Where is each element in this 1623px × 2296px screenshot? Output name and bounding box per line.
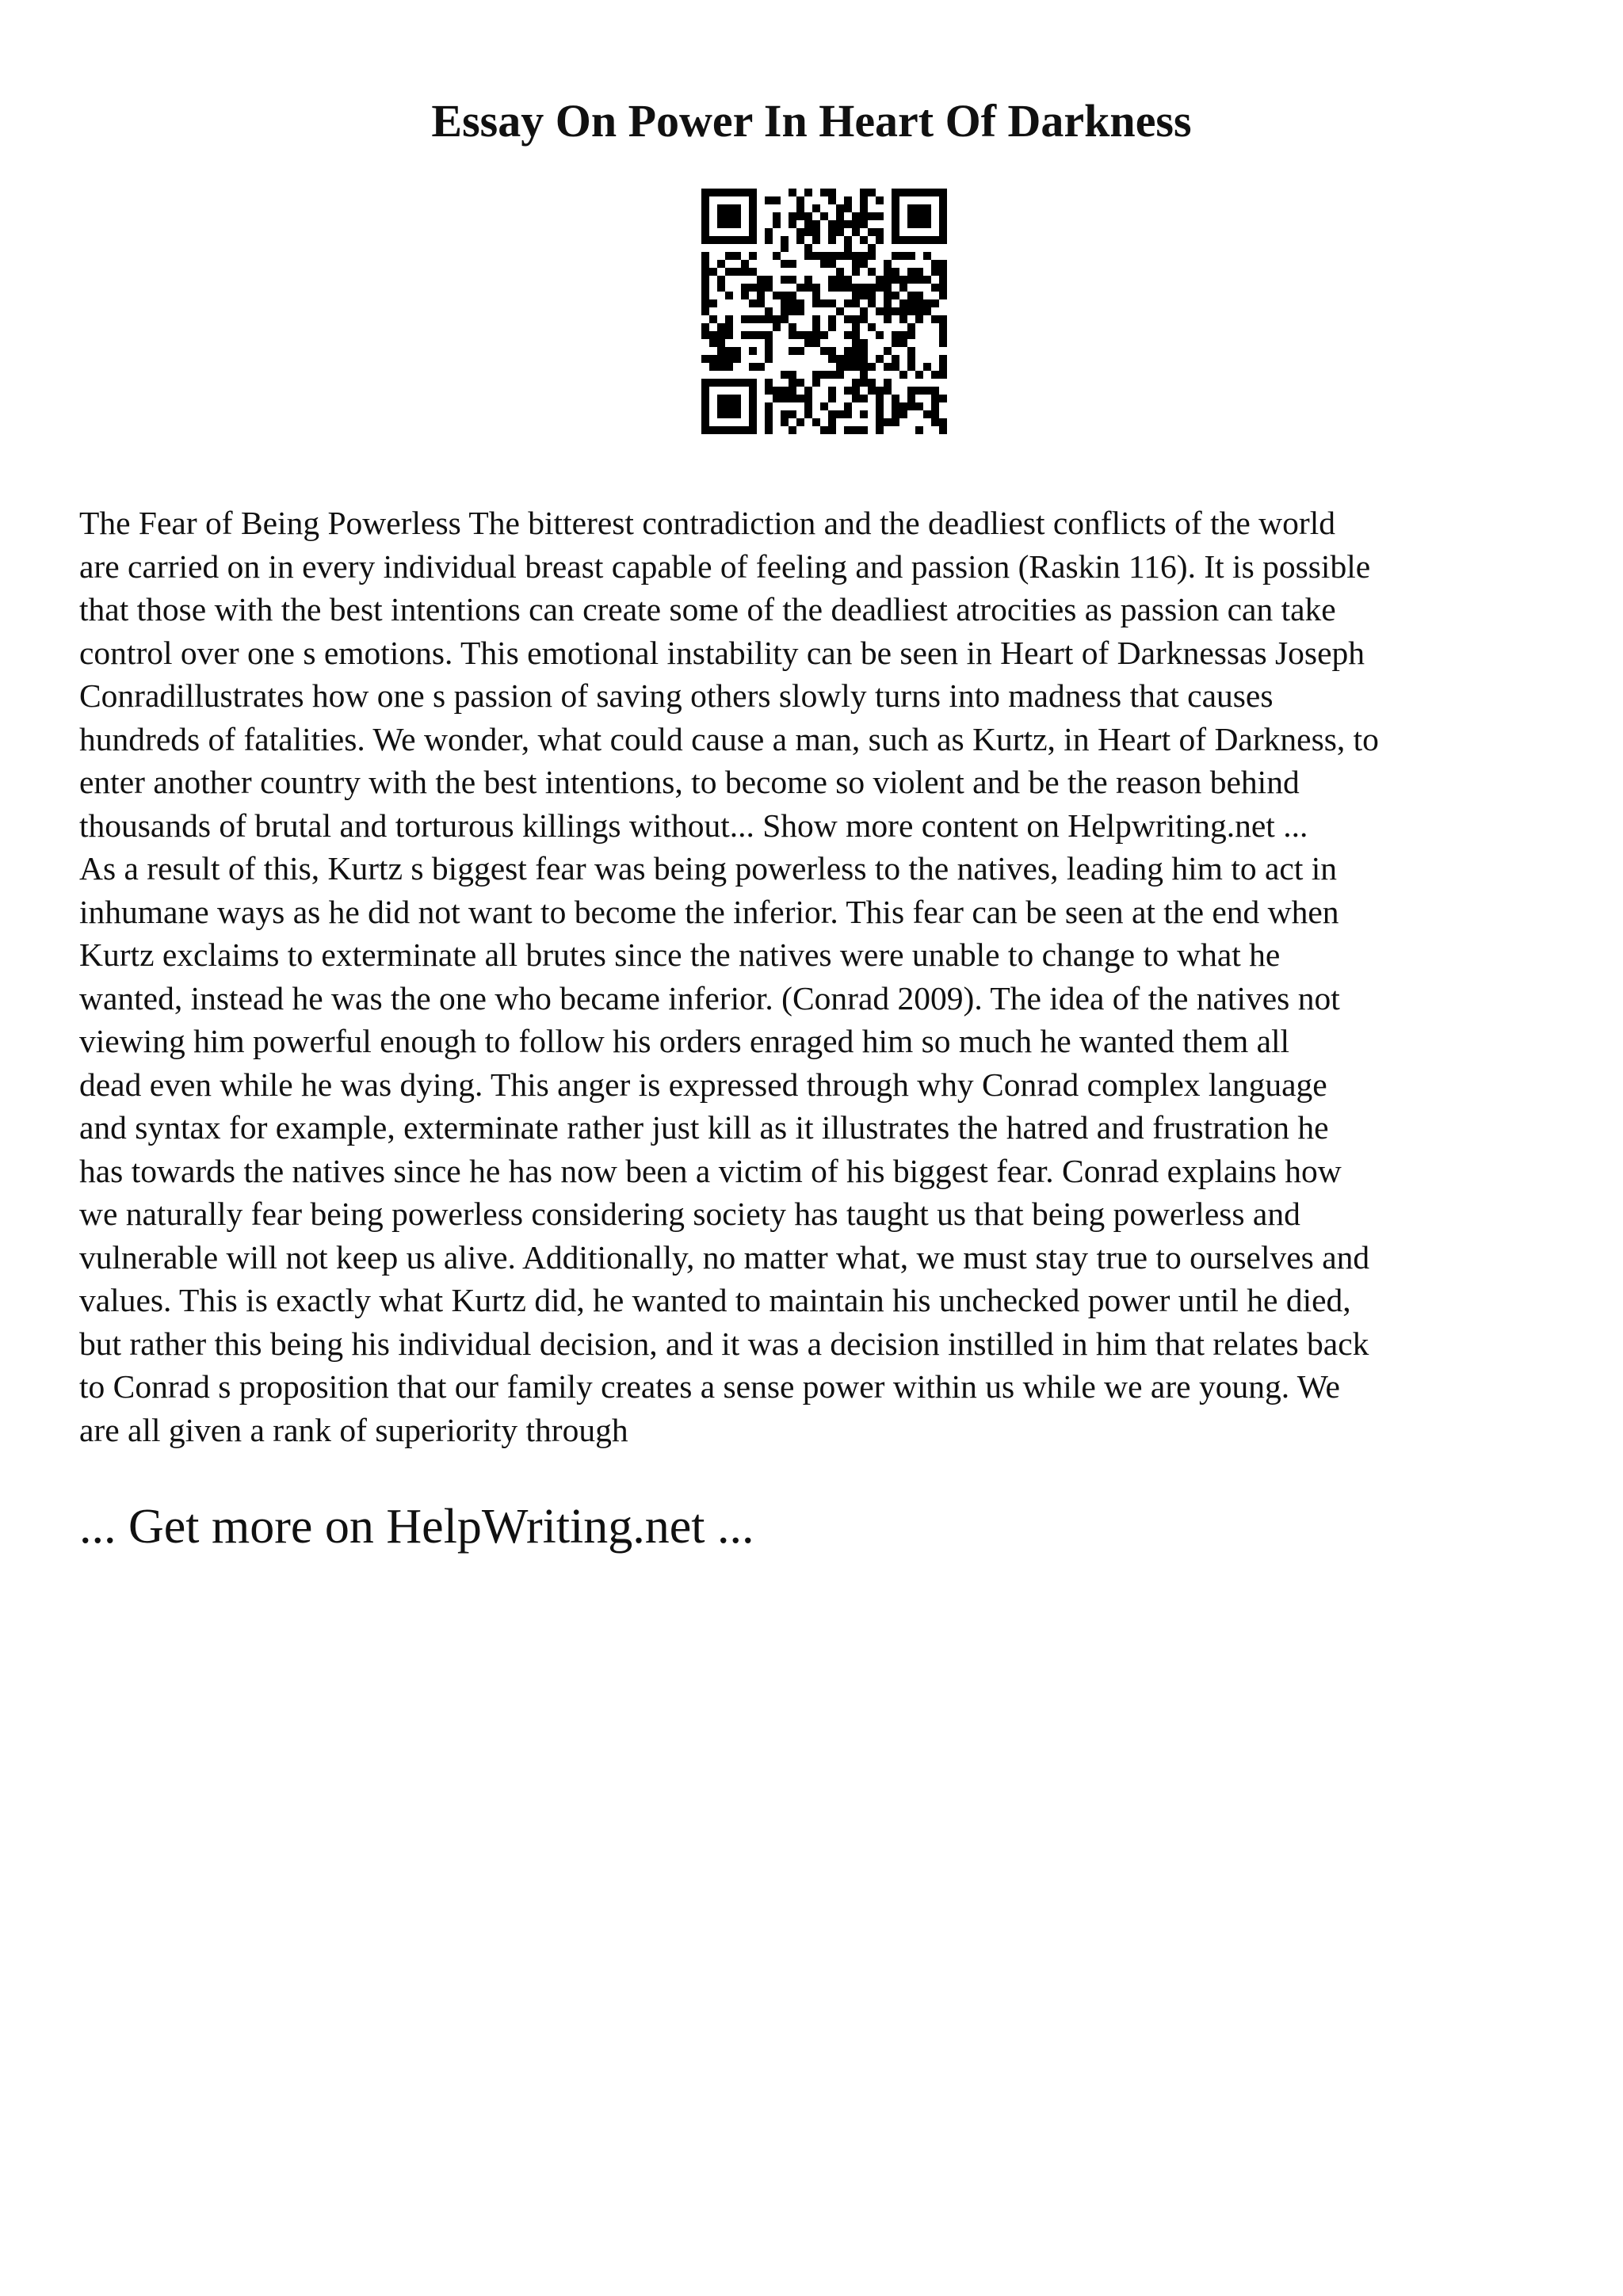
body-line: Kurtz exclaims to exterminate all brutes since the natives were unable to change to what he: [79, 936, 1281, 973]
body-line: are all given a rank of superiority through: [79, 1411, 628, 1448]
body-line: we naturally fear being powerless considering society has taught us that being powerless and: [79, 1196, 1300, 1232]
body-line: to Conrad s proposition that our family creates a sense power within us while we are young. We: [79, 1368, 1340, 1405]
get-more-link[interactable]: ... Get more on HelpWriting.net ...: [79, 1500, 754, 1554]
body-line: hundreds of fatalities. We wonder, what could cause a man, such as Kurtz, in Heart of Darkness, to: [79, 720, 1379, 757]
body-line: dead even while he was dying. This anger is expressed through why Conrad complex language: [79, 1066, 1327, 1103]
body-line: are carried on in every individual breast capable of feeling and passion (Raskin 116). It is possible: [79, 547, 1371, 585]
body-line: viewing him powerful enough to follow his orders enraged him so much he wanted them all: [79, 1023, 1290, 1059]
page-title: Essay On Power In Heart Of Darkness: [431, 95, 1192, 147]
body-line: As a result of this, Kurtz s biggest fear was being powerless to the natives, leading him to act in: [79, 850, 1338, 887]
body-line: Conradillustrates how one s passion of saving others slowly turns into madness that causes: [79, 677, 1274, 714]
qr-code-icon[interactable]: [701, 189, 947, 434]
body-line: thousands of brutal and torturous killings without... Show more content on Helpwriting.net ...: [79, 807, 1308, 844]
body-line: vulnerable will not keep us alive. Additionally, no matter what, we must stay true to ourselves and: [79, 1238, 1370, 1276]
body-line: and syntax for example, exterminate rather just kill as it illustrates the hatred and frustration he: [79, 1109, 1329, 1146]
body-line: control over one s emotions. This emotional instability can be seen in Heart of Darknessas Joseph: [79, 634, 1365, 671]
body-line: that those with the best intentions can create some of the deadliest atrocities as passion can take: [79, 591, 1336, 627]
body-line: values. This is exactly what Kurtz did, he wanted to maintain his unchecked power until he died,: [79, 1282, 1351, 1318]
body-line: enter another country with the best intentions, to become so violent and be the reason behind: [79, 764, 1300, 800]
body-line: The Fear of Being Powerless The bitterest contradiction and the deadliest conflicts of the world: [79, 505, 1336, 541]
body-line: inhumane ways as he did not want to become the inferior. This fear can be seen at the end when: [79, 893, 1339, 930]
body-line: wanted, instead he was the one who became inferior. (Conrad 2009). The idea of the natives not: [79, 979, 1340, 1016]
essay-body: [79, 502, 1553, 1451]
body-line: but rather this being his individual decision, and it was a decision instilled in him that relates back: [79, 1325, 1369, 1362]
body-line: has towards the natives since he has now been a victim of his biggest fear. Conrad explains how: [79, 1152, 1342, 1189]
